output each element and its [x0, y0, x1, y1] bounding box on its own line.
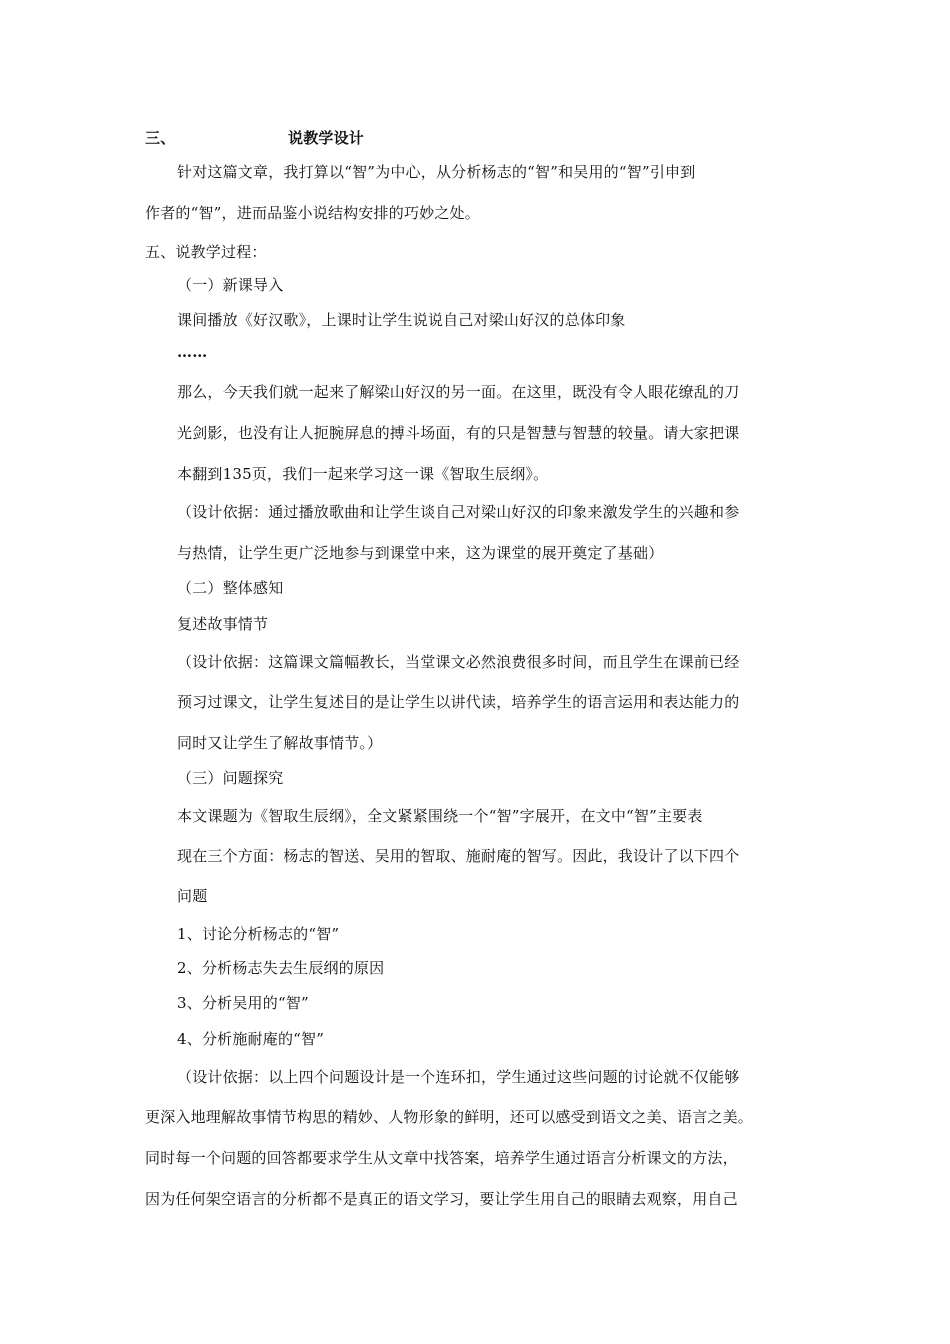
subsection-heading: （一）新课导入 — [177, 276, 284, 294]
question-item: 1、讨论分析杨志的“智” — [177, 925, 340, 943]
design-basis-line: 预习过课文，让学生复述目的是让学生以讲代读，培养学生的语言运用和表达能力的 — [177, 693, 740, 711]
question-item: 2、分析杨志失去生辰纲的原因 — [177, 959, 385, 977]
design-basis-line: 因为任何架空语言的分析都不是真正的语文学习，要让学生用自己的眼睛去观察，用自己 — [145, 1190, 738, 1208]
ellipsis: …… — [177, 343, 208, 361]
paragraph-line: 问题 — [177, 887, 208, 905]
paragraph-line: 复述故事情节 — [177, 615, 269, 633]
design-basis-line: 同时又让学生了解故事情节。） — [177, 734, 383, 752]
paragraph-line: 课间播放《好汉歌》，上课时让学生说说自己对梁山好汉的总体印象 — [177, 311, 626, 329]
section-title: 说教学设计 — [288, 129, 365, 147]
section-heading: 五、说教学过程： — [145, 243, 267, 261]
question-item: 3、分析吴用的“智” — [177, 994, 309, 1012]
question-item: 4、分析施耐庵的“智” — [177, 1030, 325, 1048]
paragraph-line: 作者的“智”，进而品鉴小说结构安排的巧妙之处。 — [145, 204, 480, 222]
paragraph-line: 光剑影，也没有让人扼腕屏息的搏斗场面，有的只是智慧与智慧的较量。请大家把课 — [177, 424, 740, 442]
paragraph-line: 现在三个方面：杨志的智送、吴用的智取、施耐庵的智写。因此，我设计了以下四个 — [177, 847, 740, 865]
design-basis-line: （设计依据：以上四个问题设计是一个连环扣，学生通过这些问题的讨论就不仅能够 — [177, 1068, 740, 1086]
subsection-heading: （二）整体感知 — [177, 579, 284, 597]
paragraph-line: 针对这篇文章，我打算以“智”为中心，从分析杨志的“智”和吴用的“智”引申到 — [177, 163, 696, 181]
design-basis-line: （设计依据：通过播放歌曲和让学生谈自己对梁山好汉的印象来激发学生的兴趣和参 — [177, 503, 740, 521]
paragraph-line: 本文课题为《智取生辰纲》，全文紧紧围绕一个“智”字展开，在文中“智”主要表 — [177, 807, 703, 825]
design-basis-line: 与热情，让学生更广泛地参与到课堂中来，这为课堂的展开奠定了基础） — [177, 544, 664, 562]
paragraph-line: 那么，今天我们就一起来了解梁山好汉的另一面。在这里，既没有令人眼花缭乱的刀 — [177, 383, 740, 401]
paragraph-line: 本翻到135页，我们一起来学习这一课《智取生辰纲》。 — [177, 465, 549, 483]
section-number: 三、 — [145, 129, 176, 147]
subsection-heading: （三）问题探究 — [177, 769, 284, 787]
design-basis-line: 更深入地理解故事情节构思的精妙、人物形象的鲜明，还可以感受到语文之美、语言之美。 — [145, 1108, 754, 1126]
design-basis-line: 同时每一个问题的回答都要求学生从文章中找答案，培养学生通过语言分析课文的方法， — [145, 1149, 738, 1167]
design-basis-line: （设计依据：这篇课文篇幅教长，当堂课文必然浪费很多时间，而且学生在课前已经 — [177, 653, 740, 671]
